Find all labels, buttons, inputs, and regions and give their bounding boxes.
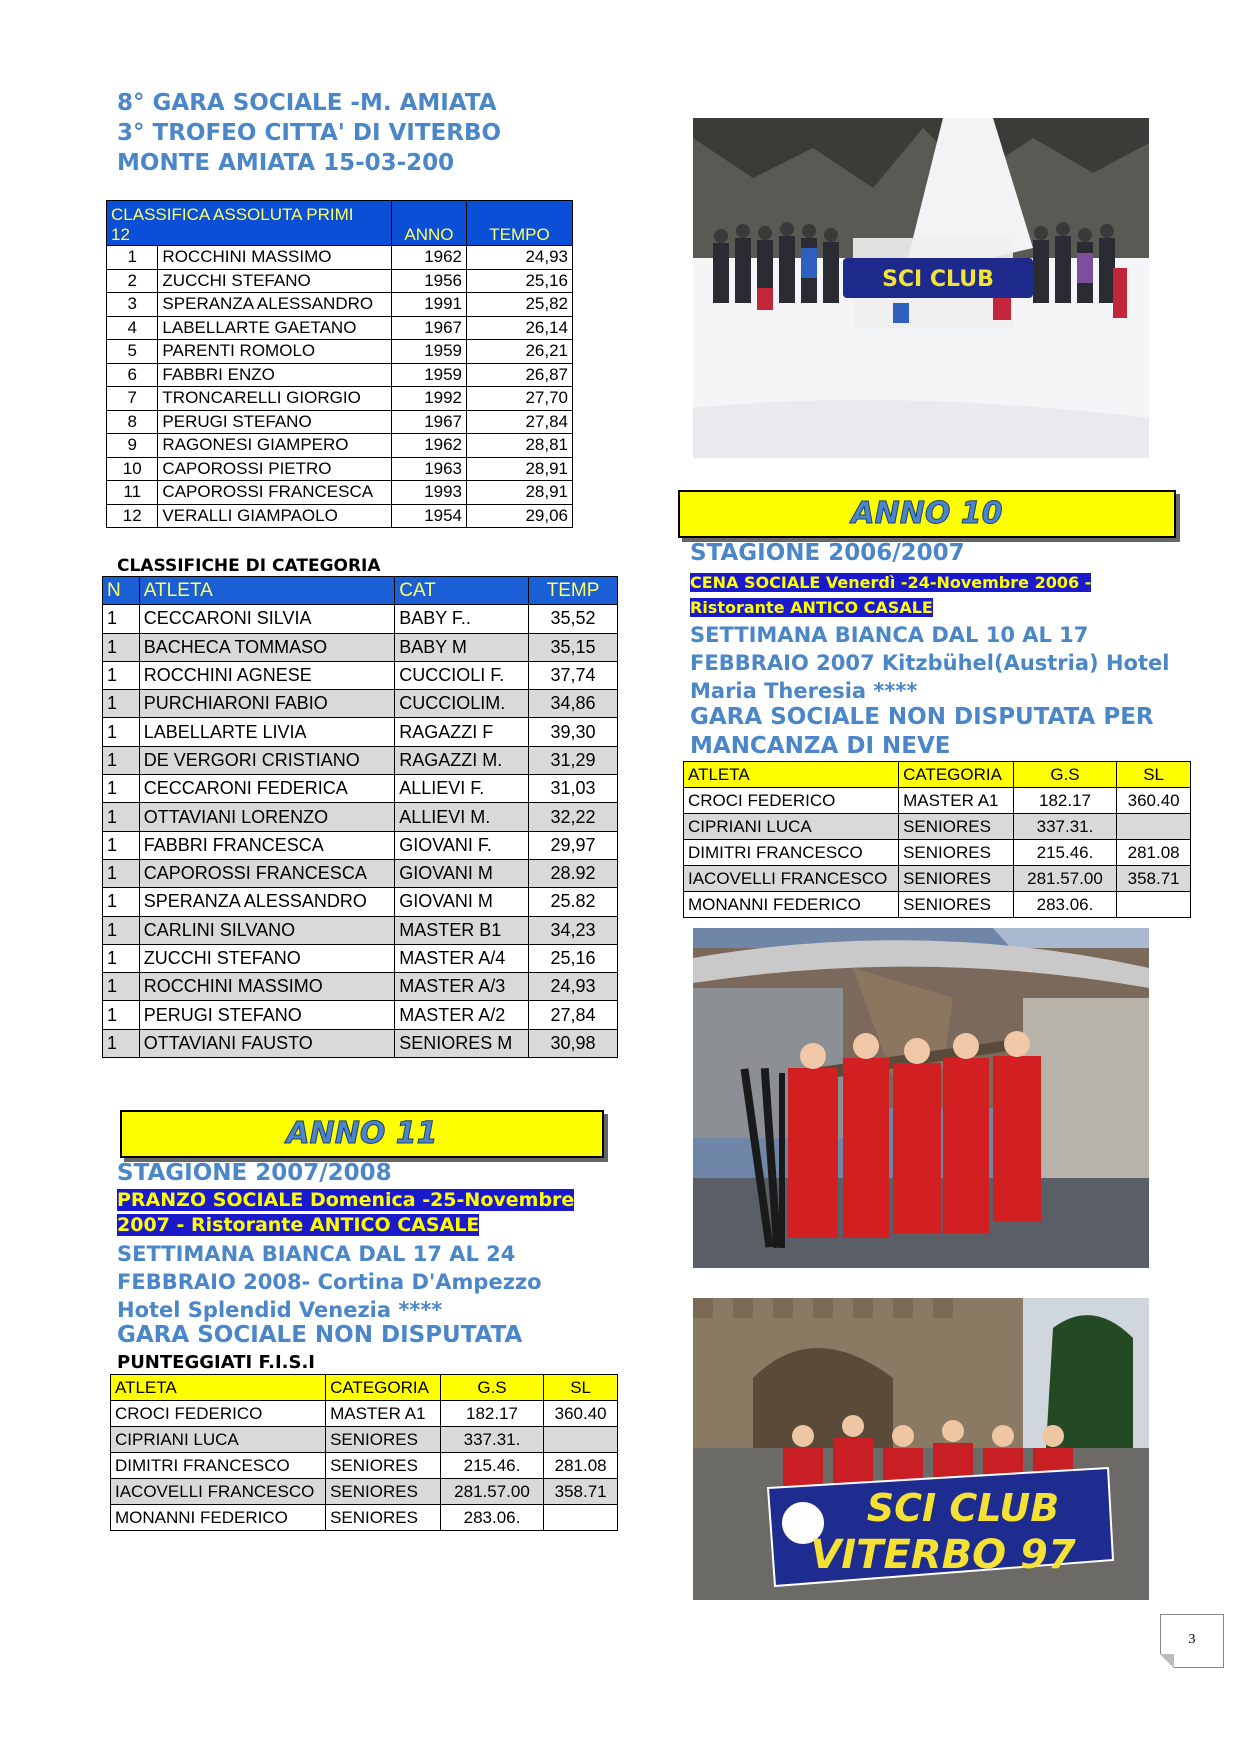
anno11-badge: ANNO 11 [120,1110,604,1158]
assoluta-row [107,434,573,458]
assoluta-name: ZUCCHI STEFANO [158,269,392,293]
assoluta-name: PARENTI ROMOLO [158,340,392,364]
assoluta-pos: 7 [107,387,158,411]
fisi-atleta: IACOVELLI FRANCESCO [684,866,899,892]
assoluta-anno: 1993 [391,481,466,505]
assoluta-pos: 8 [107,410,158,434]
categorie-n: 1 [103,1029,140,1057]
fisi-2008-header-categoria: CATEGORIA [326,1375,441,1401]
categorie-n: 1 [103,859,140,887]
anno10-stagione: STAGIONE 2006/2007 [690,540,965,566]
fisi-categoria: SENIORES [326,1427,441,1453]
categorie-cat: CUCCIOLI F. [395,661,529,689]
assoluta-pos: 9 [107,434,158,458]
anno11-punteggi: PUNTEGGIATI F.I.S.I [117,1352,315,1373]
categorie-cat: GIOVANI F. [395,831,529,859]
photo-kitzbuhel-group [693,928,1149,1268]
anno10-settimana: SETTIMANA BIANCA DAL 10 AL 17 FEBBRAIO 2007 Kitzbühel(Austria) Hotel Maria Theresia **** [690,623,1170,703]
fisi-row [111,1453,618,1479]
fisi-gs: 337.31. [440,1427,543,1453]
categorie-row [103,661,618,689]
categorie-atleta: SPERANZA ALESSANDRO [139,888,394,916]
assoluta-row [107,410,573,434]
fisi-table-2007 [683,761,1191,918]
categorie-temp: 25.82 [529,888,618,916]
photo-monte-amiata-group [693,118,1149,458]
categorie-row [103,775,618,803]
assoluta-pos: 6 [107,363,158,387]
fisi-categoria: SENIORES [899,866,1014,892]
assoluta-tempo: 28,81 [467,434,573,458]
categorie-cat: GIOVANI M [395,888,529,916]
fisi-row [684,892,1191,918]
categorie-n: 1 [103,973,140,1001]
assoluta-pos: 11 [107,481,158,505]
fisi-row [684,840,1191,866]
categorie-n: 1 [103,605,140,633]
fisi-gs: 215.46. [1013,840,1116,866]
assoluta-name: RAGONESI GIAMPERO [158,434,392,458]
fisi-atleta: DIMITRI FRANCESCO [111,1453,326,1479]
categorie-atleta: LABELLARTE LIVIA [139,718,394,746]
categorie-cat: RAGAZZI F [395,718,529,746]
categorie-table [102,576,618,1058]
categorie-atleta: DE VERGORI CRISTIANO [139,746,394,774]
categorie-temp: 29,97 [529,831,618,859]
fisi-sl [1117,814,1191,840]
categorie-row [103,916,618,944]
assoluta-tempo: 24,93 [467,246,573,270]
categorie-row [103,605,618,633]
assoluta-anno: 1992 [391,387,466,411]
assoluta-name: VERALLI GIAMPAOLO [158,504,392,528]
fisi-2007-header-gs: G.S [1013,762,1116,788]
assoluta-row [107,363,573,387]
categorie-cat: BABY F.. [395,605,529,633]
assoluta-tempo: 27,70 [467,387,573,411]
assoluta-anno: 1967 [391,410,466,434]
fisi-sl: 281.08 [1117,840,1191,866]
assoluta-name: TRONCARELLI GIORGIO [158,387,392,411]
fisi-atleta: CROCI FEDERICO [111,1401,326,1427]
header-line-2: 3° TROFEO CITTA' DI VITERBO [117,120,502,146]
assoluta-row [107,293,573,317]
photo-viterbo-banner [693,1298,1149,1600]
assoluta-anno: 1962 [391,434,466,458]
anno11-gara: GARA SOCIALE NON DISPUTATA [117,1322,523,1348]
categorie-temp: 34,86 [529,690,618,718]
categorie-atleta: OTTAVIANI LORENZO [139,803,394,831]
categorie-temp: 39,30 [529,718,618,746]
fisi-row [111,1505,618,1531]
fisi-categoria: MASTER A1 [899,788,1014,814]
categorie-row [103,633,618,661]
fisi-row [684,866,1191,892]
categorie-cat: ALLIEVI F. [395,775,529,803]
assoluta-name: CAPOROSSI FRANCESCA [158,481,392,505]
categorie-title: CLASSIFICHE DI CATEGORIA [117,556,381,576]
assoluta-anno: 1959 [391,340,466,364]
assoluta-pos: 5 [107,340,158,364]
anno10-badge: ANNO 10 [678,490,1176,538]
assoluta-tempo: 26,87 [467,363,573,387]
assoluta-tempo: 25,82 [467,293,573,317]
assoluta-tempo: 26,21 [467,340,573,364]
anno11-settimana: SETTIMANA BIANCA DAL 17 AL 24 FEBBRAIO 2008- Cortina D'Ampezzo Hotel Splendid Venezia **** [117,1242,542,1322]
assoluta-anno: 1954 [391,504,466,528]
assoluta-tempo: 27,84 [467,410,573,434]
assoluta-anno: 1956 [391,269,466,293]
fisi-2008-header-sl: SL [544,1375,618,1401]
categorie-row [103,803,618,831]
assoluta-header-row [107,201,573,246]
categorie-row [103,859,618,887]
categorie-cat: MASTER B1 [395,916,529,944]
fisi-2007-header-sl: SL [1117,762,1191,788]
fisi-categoria: SENIORES [899,840,1014,866]
fisi-atleta: IACOVELLI FRANCESCO [111,1479,326,1505]
categorie-atleta: ROCCHINI MASSIMO [139,973,394,1001]
categorie-atleta: FABBRI FRANCESCA [139,831,394,859]
categorie-cat: ALLIEVI M. [395,803,529,831]
fisi-atleta: CIPRIANI LUCA [684,814,899,840]
fisi-2008-header-atleta: ATLETA [111,1375,326,1401]
categorie-atleta: ZUCCHI STEFANO [139,944,394,972]
fisi-gs: 182.17 [440,1401,543,1427]
categorie-n: 1 [103,831,140,859]
assoluta-tempo: 29,06 [467,504,573,528]
fisi-categoria: SENIORES [899,892,1014,918]
fisi-sl [544,1505,618,1531]
fisi-sl: 360.40 [1117,788,1191,814]
assoluta-anno: 1962 [391,246,466,270]
fisi-gs: 337.31. [1013,814,1116,840]
assoluta-tempo: 28,91 [467,457,573,481]
categorie-atleta: PERUGI STEFANO [139,1001,394,1029]
categorie-row [103,944,618,972]
categorie-row [103,888,618,916]
fisi-gs: 281.57.00 [440,1479,543,1505]
categorie-cat: GIOVANI M [395,859,529,887]
categorie-temp: 25,16 [529,944,618,972]
categorie-temp: 35,15 [529,633,618,661]
assoluta-row [107,340,573,364]
categorie-cat: BABY M [395,633,529,661]
categorie-atleta: CARLINI SILVANO [139,916,394,944]
assoluta-pos: 3 [107,293,158,317]
categorie-atleta: OTTAVIANI FAUSTO [139,1029,394,1057]
fisi-sl: 360.40 [544,1401,618,1427]
categorie-atleta: BACHECA TOMMASO [139,633,394,661]
categorie-cat: MASTER A/4 [395,944,529,972]
assoluta-pos: 12 [107,504,158,528]
fisi-atleta: MONANNI FEDERICO [684,892,899,918]
fisi-atleta: DIMITRI FRANCESCO [684,840,899,866]
categorie-atleta: PURCHIARONI FABIO [139,690,394,718]
categorie-row [103,1029,618,1057]
fisi-row [111,1427,618,1453]
categorie-temp: 31,03 [529,775,618,803]
categorie-n: 1 [103,690,140,718]
fisi-2007-header-categoria: CATEGORIA [899,762,1014,788]
categorie-row [103,718,618,746]
fisi-gs: 182.17 [1013,788,1116,814]
categorie-n: 1 [103,1001,140,1029]
assoluta-name: LABELLARTE GAETANO [158,316,392,340]
page-number: 3 [1160,1614,1224,1668]
assoluta-row [107,246,573,270]
assoluta-row [107,387,573,411]
fisi-table-2008 [110,1374,618,1531]
categorie-n: 1 [103,661,140,689]
categorie-cat: SENIORES M [395,1029,529,1057]
assoluta-name: CAPOROSSI PIETRO [158,457,392,481]
categorie-row [103,1001,618,1029]
categorie-temp: 35,52 [529,605,618,633]
fisi-gs: 283.06. [440,1505,543,1531]
categorie-n: 1 [103,888,140,916]
assoluta-pos: 4 [107,316,158,340]
fisi-2007-header-row [684,762,1191,788]
categorie-n: 1 [103,944,140,972]
categorie-n: 1 [103,633,140,661]
fisi-sl: 358.71 [1117,866,1191,892]
fisi-row [111,1401,618,1427]
fisi-categoria: SENIORES [326,1453,441,1479]
fisi-atleta: CIPRIANI LUCA [111,1427,326,1453]
assoluta-tempo: 26,14 [467,316,573,340]
assoluta-row [107,316,573,340]
fisi-sl: 358.71 [544,1479,618,1505]
photo-banner-text: SCI CLUB [882,267,994,292]
categorie-cat: MASTER A/3 [395,973,529,1001]
assoluta-pos: 10 [107,457,158,481]
categorie-header-row [103,577,618,605]
categorie-atleta: CECCARONI FEDERICA [139,775,394,803]
assoluta-row [107,457,573,481]
fisi-2008-header-row [111,1375,618,1401]
banner-line-1: SCI CLUB [866,1486,1060,1530]
assoluta-name: PERUGI STEFANO [158,410,392,434]
categorie-header-cat: CAT [395,577,529,605]
fisi-atleta: MONANNI FEDERICO [111,1505,326,1531]
assoluta-header-tempo: TEMPO [467,201,573,246]
anno10-gara: GARA SOCIALE NON DISPUTATA PER MANCANZA DI NEVE [690,704,1154,759]
categorie-n: 1 [103,718,140,746]
header-line-1: 8° GARA SOCIALE -M. AMIATA [117,90,497,116]
assoluta-tempo: 28,91 [467,481,573,505]
assoluta-anno: 1959 [391,363,466,387]
fisi-gs: 283.06. [1013,892,1116,918]
categorie-temp: 34,23 [529,916,618,944]
categorie-row [103,746,618,774]
categorie-cat: RAGAZZI M. [395,746,529,774]
categorie-row [103,831,618,859]
fisi-sl [1117,892,1191,918]
fisi-sl: 281.08 [544,1453,618,1479]
assoluta-anno: 1967 [391,316,466,340]
assoluta-row [107,504,573,528]
categorie-temp: 28.92 [529,859,618,887]
categorie-temp: 31,29 [529,746,618,774]
assoluta-row [107,269,573,293]
categorie-header-temp: TEMP [529,577,618,605]
assoluta-header-title: CLASSIFICA ASSOLUTA PRIMI 12 [107,201,392,246]
anno11-stagione: STAGIONE 2007/2008 [117,1160,392,1186]
categorie-n: 1 [103,775,140,803]
header-line-3: MONTE AMIATA 15-03-200 [117,150,455,176]
categorie-cat: MASTER A/2 [395,1001,529,1029]
categorie-row [103,973,618,1001]
categorie-temp: 30,98 [529,1029,618,1057]
categorie-temp: 37,74 [529,661,618,689]
fisi-2008-header-gs: G.S [440,1375,543,1401]
categorie-n: 1 [103,916,140,944]
assoluta-name: ROCCHINI MASSIMO [158,246,392,270]
fisi-row [684,814,1191,840]
categorie-row [103,690,618,718]
anno10-cena: CENA SOCIALE Venerdì -24-Novembre 2006 - Ristorante ANTICO CASALE [690,573,1092,617]
assoluta-anno: 1963 [391,457,466,481]
fisi-categoria: SENIORES [899,814,1014,840]
categorie-atleta: ROCCHINI AGNESE [139,661,394,689]
categorie-temp: 27,84 [529,1001,618,1029]
fisi-atleta: CROCI FEDERICO [684,788,899,814]
assoluta-header-anno: ANNO [391,201,466,246]
categorie-n: 1 [103,803,140,831]
fisi-2007-header-atleta: ATLETA [684,762,899,788]
categorie-atleta: CAPOROSSI FRANCESCA [139,859,394,887]
banner-line-2: VITERBO 97 [810,1532,1076,1578]
categorie-temp: 24,93 [529,973,618,1001]
fisi-categoria: SENIORES [326,1479,441,1505]
fisi-sl [544,1427,618,1453]
fisi-row [684,788,1191,814]
assoluta-tempo: 25,16 [467,269,573,293]
categorie-n: 1 [103,746,140,774]
fisi-row [111,1479,618,1505]
assoluta-anno: 1991 [391,293,466,317]
assoluta-name: FABBRI ENZO [158,363,392,387]
assoluta-pos: 2 [107,269,158,293]
fisi-categoria: MASTER A1 [326,1401,441,1427]
categorie-temp: 32,22 [529,803,618,831]
categorie-cat: CUCCIOLIM. [395,690,529,718]
assoluta-table [106,200,573,528]
fisi-categoria: SENIORES [326,1505,441,1531]
anno11-pranzo: PRANZO SOCIALE Domenica -25-Novembre 2007 - Ristorante ANTICO CASALE [117,1189,575,1236]
categorie-header-atleta: ATLETA [139,577,394,605]
categorie-header-n: N [103,577,140,605]
fisi-gs: 215.46. [440,1453,543,1479]
assoluta-pos: 1 [107,246,158,270]
categorie-atleta: CECCARONI SILVIA [139,605,394,633]
fisi-gs: 281.57.00 [1013,866,1116,892]
assoluta-row [107,481,573,505]
assoluta-name: SPERANZA ALESSANDRO [158,293,392,317]
